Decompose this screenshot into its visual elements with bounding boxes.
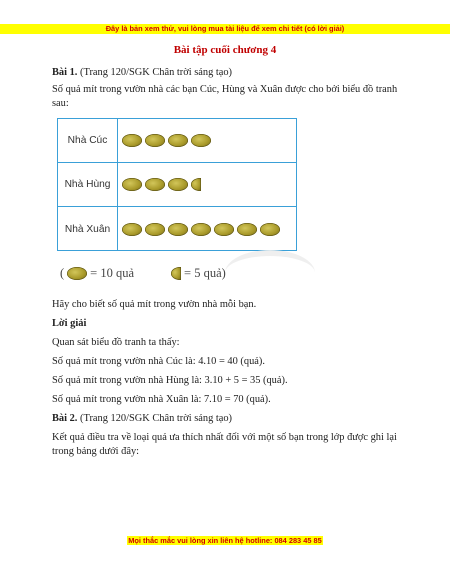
answer-line: Số quả mít trong vườn nhà Cúc là: 4.10 = 40 (quả). bbox=[52, 356, 265, 367]
jackfruit-icon bbox=[122, 178, 142, 191]
jackfruit-icon bbox=[168, 223, 188, 236]
answer-line: Số quả mít trong vườn nhà Xuân là: 7.10 = 70 (quả). bbox=[52, 394, 271, 405]
row-label-xuan: Nhà Xuân bbox=[58, 207, 118, 251]
jackfruit-icon bbox=[260, 223, 280, 236]
pictograph-row bbox=[58, 119, 296, 163]
bai2-source: (Trang 120/SGK Chân trời sáng tạo) bbox=[77, 413, 233, 424]
preview-banner bbox=[0, 24, 450, 34]
jackfruit-icon bbox=[145, 223, 165, 236]
bai1-heading bbox=[52, 66, 232, 80]
watermark-swoosh bbox=[225, 250, 315, 296]
fruit-group-hung bbox=[122, 163, 201, 206]
jackfruit-icon bbox=[67, 267, 87, 280]
bai2-question: Kết quả điều tra về loại quả ưa thích nhất đối với một số bạn trong lớp được ghi lại trong bảng dưới đây: bbox=[52, 432, 397, 457]
answer-heading-text: Lời giải bbox=[52, 318, 87, 329]
legend-open: ( bbox=[60, 265, 65, 280]
pictograph-row bbox=[58, 163, 296, 207]
hotline-text: Mọi thắc mắc vui lòng xin liên hệ hotline: 084 283 45 85 bbox=[128, 536, 322, 545]
pictograph-row bbox=[58, 207, 296, 251]
jackfruit-icon bbox=[168, 134, 188, 147]
legend-full-text: = 10 quả bbox=[90, 265, 135, 280]
jackfruit-icon bbox=[191, 134, 211, 147]
jackfruit-icon bbox=[145, 178, 165, 191]
bai1-ask: Hãy cho biết số quả mít trong vườn nhà mỗi bạn. bbox=[52, 299, 257, 310]
half-jackfruit-icon bbox=[191, 178, 201, 191]
hotline-banner bbox=[0, 536, 450, 546]
bai1-label: Bài 1. bbox=[52, 67, 78, 78]
jackfruit-icon bbox=[168, 178, 188, 191]
pictograph-legend bbox=[60, 265, 226, 281]
row-label-hung: Nhà Hùng bbox=[58, 163, 118, 206]
fruit-group-cuc bbox=[122, 119, 211, 162]
jackfruit-icon bbox=[237, 223, 257, 236]
half-jackfruit-icon bbox=[171, 267, 181, 280]
row-label-cuc: Nhà Cúc bbox=[58, 119, 118, 162]
answer-line: Quan sát biểu đồ tranh ta thấy: bbox=[52, 337, 180, 348]
legend-half-text: = 5 quả) bbox=[184, 265, 226, 280]
answer-heading bbox=[52, 317, 86, 331]
bai2-label: Bài 2. bbox=[52, 413, 78, 424]
jackfruit-icon bbox=[145, 134, 165, 147]
preview-banner-text: Đây là bản xem thử, vui lòng mua tài liệu để xem chi tiết (có lời giải) bbox=[105, 24, 345, 33]
bai1-question: Số quả mít trong vườn nhà các bạn Cúc, Hùng và Xuân được cho bởi biểu đồ tranh sau: bbox=[52, 84, 398, 109]
answer-line: Số quả mít trong vườn nhà Hùng là: 3.10 + 5 = 35 (quả). bbox=[52, 375, 288, 386]
jackfruit-icon bbox=[191, 223, 211, 236]
jackfruit-icon bbox=[122, 134, 142, 147]
fruit-group-xuan bbox=[122, 207, 280, 251]
bai2-heading bbox=[52, 412, 232, 426]
page-title: Bài tập cuối chương 4 bbox=[173, 44, 277, 56]
pictograph-table bbox=[57, 118, 297, 251]
jackfruit-icon bbox=[214, 223, 234, 236]
jackfruit-icon bbox=[122, 223, 142, 236]
bai1-source: (Trang 120/SGK Chân trời sáng tạo) bbox=[77, 67, 233, 78]
